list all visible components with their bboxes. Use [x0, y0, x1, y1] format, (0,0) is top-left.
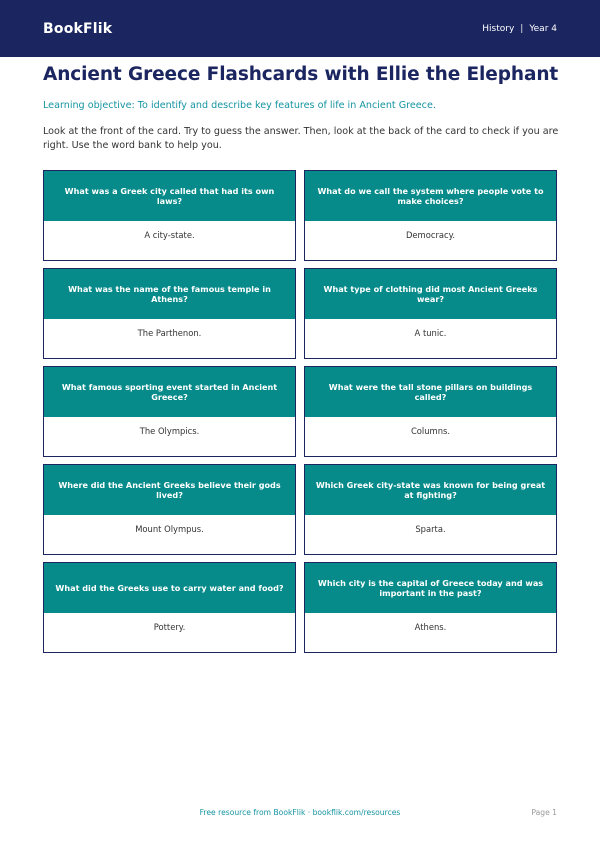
flashcard-question: Which city is the capital of Greece today and was important in the past? — [305, 563, 556, 613]
page-title: Ancient Greece Flashcards with Ellie the Elephant — [43, 64, 559, 85]
flashcard-answer: A city-state. — [44, 221, 295, 260]
flashcard[interactable] — [304, 170, 557, 261]
breadcrumb-separator: | — [520, 23, 524, 34]
flashcard-answer: Athens. — [305, 613, 556, 652]
subject-label: History — [482, 23, 515, 34]
flashcard-answer: A tunic. — [305, 319, 556, 358]
flashcard-grid — [43, 170, 557, 653]
flashcard-answer: Sparta. — [305, 515, 556, 554]
flashcard-question: What did the Greeks use to carry water and food? — [44, 563, 295, 613]
flashcard-question: What type of clothing did most Ancient Greeks wear? — [305, 269, 556, 319]
year-label: Year 4 — [529, 23, 557, 34]
header-bar — [0, 0, 600, 57]
flashcard[interactable] — [43, 562, 296, 653]
page-number: Page 1 — [531, 808, 557, 817]
instructions: Look at the front of the card. Try to guess the answer. Then, look at the back of the card to check if you are right. Use the word bank to help you. — [43, 126, 559, 151]
flashcard-question: What famous sporting event started in Ancient Greece? — [44, 367, 295, 417]
flashcard-answer: The Parthenon. — [44, 319, 295, 358]
flashcard-question: Which Greek city-state was known for being great at fighting? — [305, 465, 556, 515]
flashcard[interactable] — [304, 268, 557, 359]
brand-logo[interactable]: BookFlik — [43, 20, 113, 37]
breadcrumb — [482, 24, 557, 34]
flashcard[interactable] — [304, 366, 557, 457]
flashcard[interactable] — [43, 464, 296, 555]
flashcard-answer: The Olympics. — [44, 417, 295, 456]
flashcard[interactable] — [43, 366, 296, 457]
flashcard-answer: Columns. — [305, 417, 556, 456]
flashcard-answer: Pottery. — [44, 613, 295, 652]
footer-resource-link[interactable]: Free resource from BookFlik · bookflik.com/resources — [199, 808, 401, 817]
flashcard-answer: Democracy. — [305, 221, 556, 260]
flashcard[interactable] — [304, 562, 557, 653]
flashcard-question: What do we call the system where people vote to make choices? — [305, 171, 556, 221]
flashcard-question: What was a Greek city called that had its own laws? — [44, 171, 295, 221]
flashcard-question: What was the name of the famous temple in Athens? — [44, 269, 295, 319]
flashcard[interactable] — [43, 268, 296, 359]
flashcard-question: What were the tall stone pillars on buildings called? — [305, 367, 556, 417]
flashcard[interactable] — [43, 170, 296, 261]
learning-objective: Learning objective: To identify and describe key features of life in Ancient Greece. — [43, 100, 436, 111]
flashcard[interactable] — [304, 464, 557, 555]
flashcard-answer: Mount Olympus. — [44, 515, 295, 554]
flashcard-question: Where did the Ancient Greeks believe their gods lived? — [44, 465, 295, 515]
